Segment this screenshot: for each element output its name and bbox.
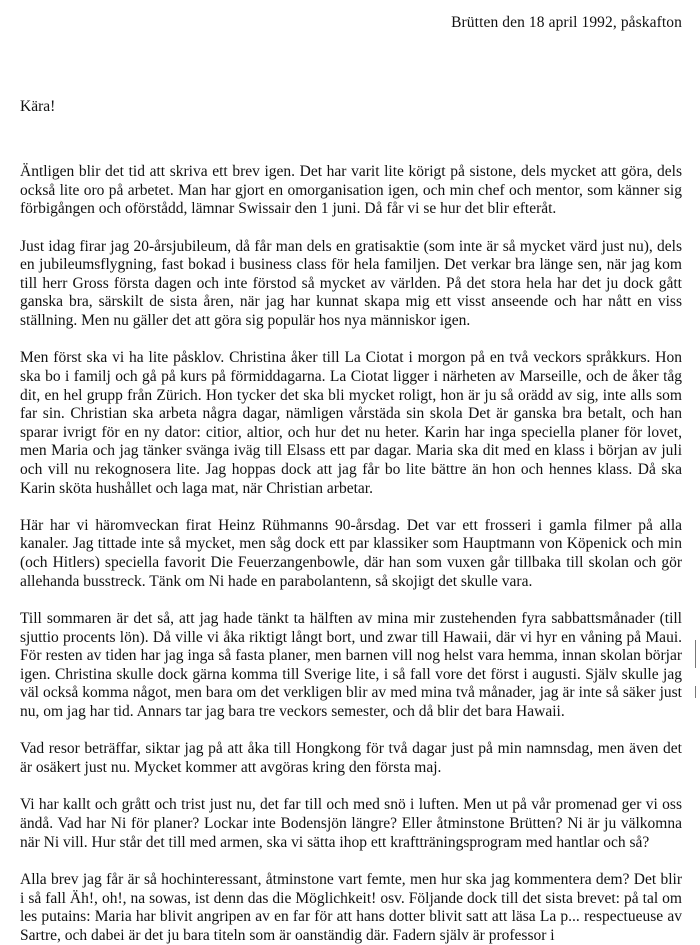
letter-paragraph-7: Vi har kallt och grått och trist just nu, det far till och med snö i luften. Men ut på vår promenad ger vi oss ändå. Vad har Ni för planer? Lockar inte Bodensjön längre? Eller åtminstone Brütten? Ni är ju välkomna när Ni vill. Hur står det till med armen, ska vi sätta ihop ett kraftträningsprogram med hantlar och så?: [20, 796, 682, 851]
letter-paragraph-4: Här har vi häromveckan firat Heinz Rühmanns 90-årsdag. Det var ett frosseri i gamla filmer på alla kanaler. Jag tittade inte så mycket, men såg dock ett par klassiker som Hauptmann von Köpenick och min (och Hitlers) speciella favorit Die Feuerzangenbowle, där han som vuxen går tillbaka till skolan och gör allehanda busstreck. Tänk om Ni hade en parabolantenn, så skojigt det skulle vara.: [20, 516, 682, 590]
letter-dateline: Brütten den 18 april 1992, påskafton: [451, 14, 682, 31]
scan-edge-mark: [695, 640, 696, 668]
letter-paragraph-5: Till sommaren är det så, att jag hade tänkt ta hälften av mina mir zustehenden fyra sabbattsmånader (till sjuttio procents lön). Då ville vi åka riktigt långt bort, und zwar till Hawaii, där vi hyr en våning på Maui. För resten av tiden har jag inga så fasta planer, men barnen vill nog helst vara hemma, innan skolan börjar igen. Christina skulle dock gärna komma till Sverige lite, i så fall vore det först i augusti. Själv skulle jag väl också komma något, men bara om det verkligen blir av med mina två månader, jag är inte så säker just nu, om jag har tid. Annars tar jag bara tre veckors semester, och då blir det bara Hawaii.: [20, 610, 682, 721]
letter-paragraph-3: Men först ska vi ha lite påsklov. Christina åker till La Ciotat i morgon på en två veckors språkkurs. Hon ska bo i familj och gå på kurs på förmiddagarna. La Ciotat ligger i närheten av Marseille, och de åker tåg dit, en hel grupp från Zürich. Hon tycker det ska bli mycket roligt, hon är ju så orädd av sig, inte alls som far sin. Christian ska arbeta några dagar, nämligen vårstäda sin skola Det är ganska bra betalt, och han sparar ivrigt för en ny dator: citior, altior, och hur det nu heter. Karin har inga speciella planer för lovet, men Maria och jag tänker svänga iväg till Elsass ett par dagar. Maria ska dit med en klass i början av juli och vill nu rekognosera lite. Jag hoppas dock att jag får bo lite bättre än hon och hennes klass. Då ska Karin sköta hushållet och laga mat, när Christian arbetar.: [20, 349, 682, 497]
letter-paragraph-6: Vad resor beträffar, siktar jag på att åka till Hongkong för två dagar just på min namnsdag, men även det är osäkert just nu. Mycket kommer att avgöras kring den första maj.: [20, 740, 682, 777]
letter-salutation: Kära!: [20, 98, 56, 115]
letter-paragraph-8: Alla brev jag får är så hochinteressant, åtminstone vart femte, men hur ska jag kommentera dem? Det blir i så fall Äh!, oh!, na sowas, ist denn das die Möglichkeit! osv. Följande dock till det sista brevet: på tal om les putains: Maria har blivit angripen av en far för att hans dotter blivit satt att läsa La p... respectueuse av Sartre, och dabei är det ju bara titeln som är oanständig där. Fadern själv är professor i: [20, 870, 682, 944]
scan-edge-mark: [695, 686, 696, 698]
letter-paragraph-2: Just idag firar jag 20-årsjubileum, då får man dels en gratisaktie (som inte är så mycket värd just nu), dels en jubileumsflygning, fast bokad i business class för hela familjen. Det verkar bra länge sen, när jag kom till herr Gross första dagen och inte förstod så mycket av världen. På det stora hela har det ju dock gått ganska bra, särskilt de sista åren, när jag har kunnat skapa mig ett visst anseende och har nått en viss ställning. Men nu gäller det att göra sig populär hos nya människor igen.: [20, 237, 682, 329]
letter-paragraph-1: Äntligen blir det tid att skriva ett brev igen. Det har varit lite körigt på sistone, dels mycket att göra, dels också lite oro på arbetet. Man har gjort en omorganisation igen, och min chef och mentor, som känner sig förbigången och oförstådd, lämnar Swissair den 1 juni. Då får vi se hur det blir efteråt.: [20, 163, 682, 218]
letter-body: [20, 163, 682, 945]
